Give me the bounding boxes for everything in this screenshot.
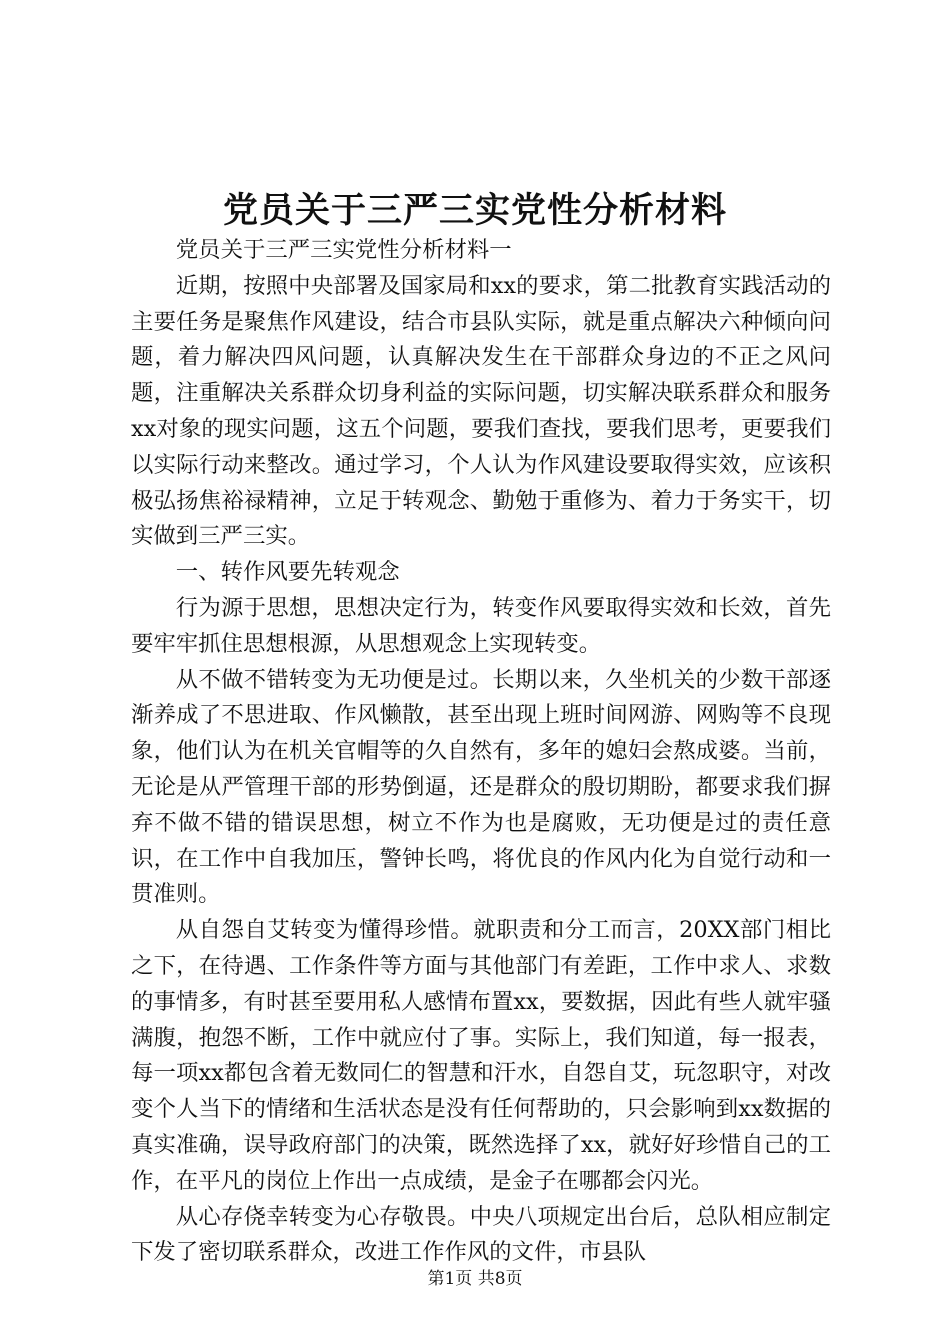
section-heading: 一、转作风要先转观念 [175,559,400,586]
paragraph: 从自怨自艾转变为懂得珍惜。就职责和分工而言，20XX部门相比之下，在待遇、工作条件等方面与其他部门有差距，工作中求人、求数的事情多，有时甚至要用私人感情布置xx，要数据，因此有些人就牢骚满腹，抱怨不断，工作中就应付了事。实际上，我们知道，每一报表，每一项xx都包含着无数同仁的智慧和汗水，自怨自艾，玩忽职守，对改变个人当下的情绪和生活状态是没有任何帮助的，只会影响到xx数据的真实准确，误导政府部门的决策，既然选择了xx，就好好珍惜自己的工作，在平凡的岗位上作出一点成绩，是金子在哪都会闪光。 [131,917,831,1194]
document-body [131,233,831,1271]
document-title: 党员关于三严三实党性分析材料 [222,190,727,231]
paragraph: 行为源于思想，思想决定行为，转变作风要取得实效和长效，首先要牢牢抓住思想根源，从思想观念上实现转变。 [131,594,831,657]
paragraph-subtitle: 党员关于三严三实党性分析材料一 [175,237,512,263]
paragraph: 从不做不错转变为无功便是过。长期以来，久坐机关的少数干部逐渐养成了不思进取、作风懒散，甚至出现上班时间网游、网购等不良现象，他们认为在机关官帽等的久自然有，多年的媳妇会熬成婆。当前，无论是从严管理干部的形势倒逼，还是群众的殷切期盼，都要求我们摒弃不做不错的错误思想，树立不作为也是腐败，无功便是过的责任意识，在工作中自我加压，警钟长鸣，将优良的作风内化为自觉行动和一贯准则。 [131,666,831,908]
paragraph: 从心存侥幸转变为心存敬畏。中央八项规定出台后，总队相应制定下发了密切联系群众，改进工作作风的文件，市县队 [131,1203,831,1266]
page-number-footer: 第1页 共8页 [427,1269,523,1289]
paragraph-intro: 近期，按照中央部署及国家局和xx的要求，第二批教育实践活动的主要任务是聚焦作风建设，结合市县队实际，就是重点解决六种倾向问题，着力解决四风问题，认真解决发生在干部群众身边的不正之风问题，注重解决关系群众切身利益的实际问题，切实解决联系群众和服务xx对象的现实问题，这五个问题，要我们查找，要我们思考，更要我们以实际行动来整改。通过学习，个人认为作风建设要取得实效，应该积极弘扬焦裕禄精神，立足于转观念、勤勉于重修为、着力于务实干，切实做到三严三实。 [131,272,831,550]
